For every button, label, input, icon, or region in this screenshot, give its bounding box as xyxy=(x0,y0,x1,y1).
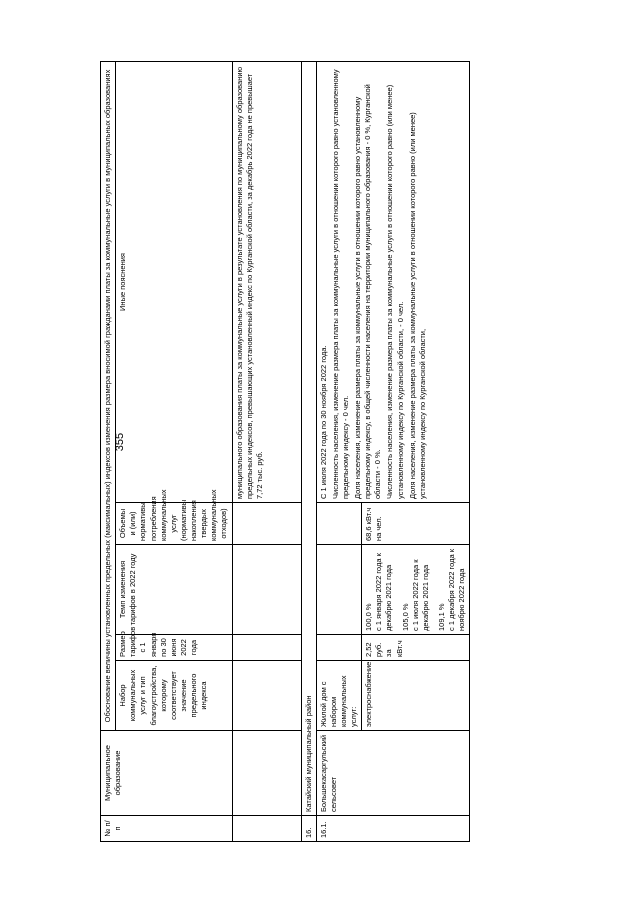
header-other: Иные пояснения xyxy=(116,61,232,502)
justification-table xyxy=(100,61,470,842)
header-justification: Обоснование величины установленных предельных (максимальных) индексов изменения размера вносимой гражданами платы за коммунальные услуги в муниципальных образованиях xyxy=(101,61,116,730)
row-num: 16.1. xyxy=(316,816,470,842)
header-volumes: Объемы и (или) нормативы потребления коммунальных услуг (нормативы накопления твердых коммунальных отходов) xyxy=(116,503,232,545)
note-population-region: Численность населения, изменение размера платы за коммунальные услуги в отношении которого равно (или менее) установленному индексу по Курганской области, - 0 чел. xyxy=(385,84,405,499)
rate-1-period: с 1 января 2022 года к декабрю 2021 года xyxy=(374,553,394,631)
rate-2-period: с 1 июля 2022 года к декабрю 2021 года xyxy=(410,559,430,631)
row-16-1-header xyxy=(316,61,362,841)
row-service: электроснабжение xyxy=(362,661,470,731)
continuation-row xyxy=(232,61,301,841)
note-share-region: Доля населения, изменение размера платы за коммунальные услуги в отношении которого равно (или менее) установленному индексу по Курганской области, xyxy=(407,112,427,499)
row-rates xyxy=(362,545,470,635)
header-service-set: Набор коммунальных услуг и тип благоустройства, которому соответствует значение предельного индекса xyxy=(116,661,232,731)
row-municipality: Большекасаргульский сельсовет xyxy=(316,731,470,816)
note-population: Численность населения, изменение размера платы за коммунальные услуги в отношении которого равно установленному предельному индексу - 0 чел. xyxy=(330,69,350,499)
continuation-note: муниципального образования платы за коммунальные услуги в результате установления по муниципальному образованию предельных индексов, превышающих установленный индекс по Курганской области, за декабрь 2022 года не превышает 7,72 тыс. руб. xyxy=(232,61,301,502)
note-share: Доля населения, изменение размера платы за коммунальные услуги в отношении которого равно установленному предельному индексу, в общей численности населения на территории муниципального образования - 0 %, Курганской области - 0 %. xyxy=(353,84,383,499)
page-number: 355 xyxy=(114,432,126,452)
row-volume: 68,6 кВт.ч на чел. xyxy=(362,503,470,545)
section-title: Катайский муниципальный район xyxy=(301,61,316,815)
header-row-1 xyxy=(101,61,116,841)
rate-3: 109,1 % xyxy=(436,603,446,631)
note-period: С 1 июля 2022 года по 30 ноября 2022 года. xyxy=(318,345,328,499)
row-notes xyxy=(316,61,470,502)
header-tariff-size: Размер тарифов с 1 января по 30 июня 2022 года xyxy=(116,635,232,661)
rotated-table-container xyxy=(100,62,600,842)
header-municipality: Муниципальное образование xyxy=(101,731,233,816)
rate-2: 105,0 % xyxy=(400,603,410,631)
rate-3-period: с 1 декабря 2022 года к ноябрю 2022 года xyxy=(447,548,467,631)
section-num: 16. xyxy=(301,816,316,842)
section-row xyxy=(301,61,316,841)
header-tariff-rate: Темп изменения тарифов в 2022 году xyxy=(116,545,232,635)
header-num: № п/п xyxy=(101,816,233,842)
row-housing: Жилой дом с набором коммунальных услуг: xyxy=(316,661,362,731)
row-tariff: 2,52 руб. за кВт.ч xyxy=(362,635,470,661)
header-row-2 xyxy=(116,61,232,841)
rate-1: 100,0 % xyxy=(364,603,374,631)
